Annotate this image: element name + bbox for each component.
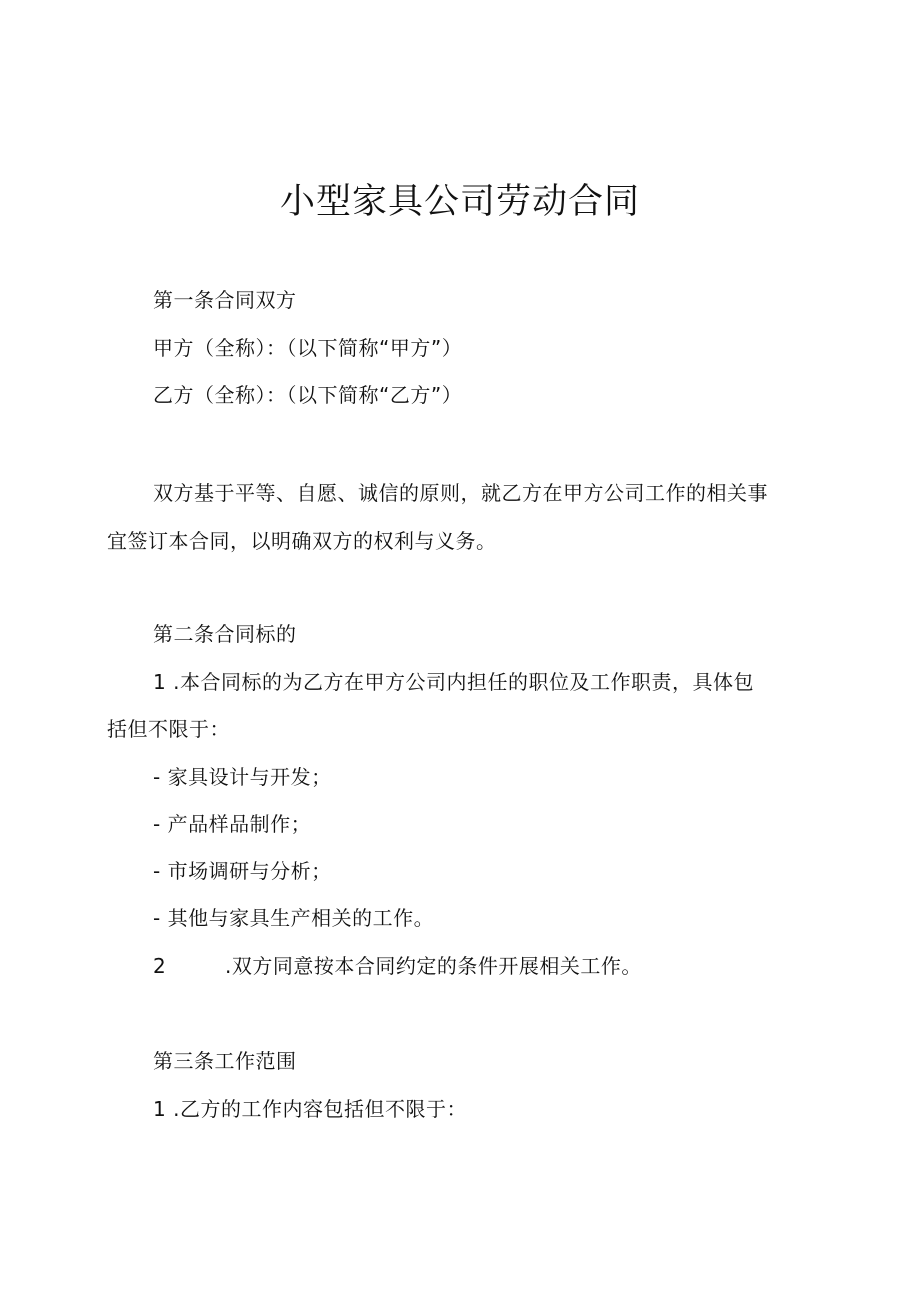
bullet-item: - 其他与家具生产相关的工作。 xyxy=(153,906,435,930)
party-b-line: 乙方（全称）：（以下简称“乙方”） xyxy=(153,383,463,407)
item-number: 2 xyxy=(153,954,167,978)
intro-paragraph-line-2: 宜签订本合同，以明确双方的权利与义务。 xyxy=(107,529,497,553)
section-3-heading: 第三条工作范围 xyxy=(153,1049,297,1073)
intro-paragraph-line-1: 双方基于平等、自愿、诚信的原则，就乙方在甲方公司工作的相关事 xyxy=(153,481,768,505)
document-title: 小型家具公司劳动合同 xyxy=(279,182,640,222)
item-text: .双方同意按本合同约定的条件开展相关工作。 xyxy=(225,954,642,978)
bullet-item: - 产品样品制作； xyxy=(153,812,312,836)
section-1-heading: 第一条合同双方 xyxy=(153,288,297,312)
item-text: 乙方的工作内容包括但不限于： xyxy=(179,1097,467,1121)
bullet-item: - 家具设计与开发； xyxy=(153,765,332,789)
section-2-item-2 xyxy=(153,952,642,980)
section-3-item-1 xyxy=(153,1095,467,1123)
item-number: 1 . xyxy=(153,1097,180,1121)
party-a-line: 甲方（全称）：（以下简称“甲方”） xyxy=(153,336,463,360)
item-text: 本合同标的为乙方在甲方公司内担任的职位及工作职责，具体包 xyxy=(179,670,754,694)
item-number: 1 . xyxy=(153,670,180,694)
section-2-heading: 第二条合同标的 xyxy=(153,622,297,646)
section-2-item-1-line-1 xyxy=(153,668,754,696)
bullet-item: - 市场调研与分析； xyxy=(153,859,332,883)
section-2-item-1-line-2: 括但不限于： xyxy=(107,717,230,741)
